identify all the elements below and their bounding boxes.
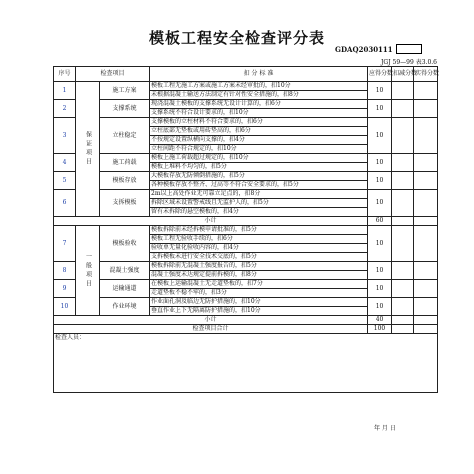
total-value: 100 — [368, 325, 392, 334]
actual-score — [414, 172, 438, 190]
criteria-line: 支拆模板未进行安全技术交底的，扣5分 — [151, 253, 257, 260]
should-score: 10 — [368, 190, 392, 217]
should-score: 10 — [368, 298, 392, 316]
criteria-cell — [150, 226, 368, 262]
item-name: 立柱稳定 — [100, 118, 150, 154]
criteria-cell — [150, 118, 368, 154]
criteria-line: 拆除区域未设置警戒线且无监护人的，扣5分 — [150, 199, 367, 208]
row-number: 9 — [54, 280, 76, 298]
deduct-score — [392, 82, 414, 100]
total-actual — [414, 325, 438, 334]
criteria-cell — [150, 280, 368, 298]
inspector-cell — [54, 334, 438, 393]
criteria-line: 模板拆除前无混凝土强度报告的，扣5分 — [150, 262, 367, 271]
subtotal-value: 40 — [368, 316, 392, 325]
header-row — [54, 67, 438, 82]
criteria-line: 混凝土强度未达规定提前拆模的，扣8分 — [151, 271, 257, 278]
subtotal-label: 小计 — [54, 217, 368, 226]
criteria-line: 模板上施工荷载超过规定的，扣10分 — [150, 154, 367, 163]
criteria-line: 垂直作业上下无隔离防护措施的，扣10分 — [151, 307, 261, 314]
criteria-line: 模板上堆料不均匀的，扣5分 — [151, 163, 227, 170]
table-row — [54, 280, 438, 298]
row-number: 7 — [54, 226, 76, 262]
inspector-label: 检查人员： — [55, 334, 86, 341]
should-score: 10 — [368, 100, 392, 118]
actual-score — [414, 154, 438, 172]
header-criteria: 扣 分 标 准 — [150, 67, 368, 82]
total-deduct — [392, 325, 414, 334]
item-name: 施工方案 — [100, 82, 150, 100]
row-number: 2 — [54, 100, 76, 118]
actual-score — [414, 190, 438, 217]
actual-score — [414, 100, 438, 118]
criteria-cell — [150, 100, 368, 118]
row-number: 10 — [54, 298, 76, 316]
header-no: 序号 — [54, 67, 76, 82]
subtotal-value: 60 — [368, 217, 392, 226]
subtotal-actual — [414, 217, 438, 226]
criteria-cell — [150, 82, 368, 100]
table-row — [54, 298, 438, 316]
total-label: 检查项目合计 — [54, 325, 368, 334]
deduct-score — [392, 190, 414, 217]
table-row — [54, 262, 438, 280]
actual-score — [414, 118, 438, 154]
deduct-score — [392, 298, 414, 316]
header-should: 应得分数 — [368, 67, 392, 82]
deduct-score — [392, 226, 414, 262]
criteria-cell — [150, 262, 368, 280]
criteria-cell — [150, 154, 368, 172]
item-name: 模板验收 — [100, 226, 150, 262]
item-name: 模板存放 — [100, 172, 150, 190]
table-body — [54, 82, 438, 393]
actual-score — [414, 298, 438, 316]
row-number: 8 — [54, 262, 76, 280]
table-row — [54, 190, 438, 217]
signature-date: 年 月 日 — [374, 425, 396, 432]
table-row — [54, 226, 438, 262]
criteria-cell — [150, 172, 368, 190]
subtotal-deduct — [392, 316, 414, 325]
criteria-line: 大模板存放无防倾倒措施的，扣5分 — [150, 172, 367, 181]
criteria-line: 不按规定设置纵横向支撑的，扣4分 — [150, 136, 367, 145]
group-label: 一般项目 — [76, 226, 100, 316]
item-name: 混凝土强度 — [100, 262, 150, 280]
item-name: 支撑系统 — [100, 100, 150, 118]
form-code — [335, 43, 422, 55]
criteria-line: 未根据混凝土输送方法制定有针对性安全措施的，扣8分 — [151, 91, 299, 98]
criteria-line: 各种模板存放不整齐、过高等不符合安全要求的，扣5分 — [151, 181, 299, 188]
should-score: 10 — [368, 226, 392, 262]
page-title: 模板工程安全检查评分表 — [148, 29, 325, 47]
criteria-line: 支撑系统不符合设计要求的，扣10分 — [151, 109, 249, 116]
total-row — [54, 325, 438, 334]
row-number: 4 — [54, 154, 76, 172]
criteria-line: 作业面孔洞及临边无防护措施的，扣10分 — [150, 298, 367, 307]
should-score: 10 — [368, 154, 392, 172]
criteria-line: 模板拆除前未经拆模申请批准的，扣5分 — [150, 226, 367, 235]
inspector-row — [54, 334, 438, 393]
actual-score — [414, 226, 438, 262]
item-name: 运输通道 — [100, 280, 150, 298]
should-score: 10 — [368, 172, 392, 190]
subtotal-deduct — [392, 217, 414, 226]
criteria-line: 立柱底部无垫板或用砖垫高的，扣6分 — [150, 127, 367, 136]
table-row — [54, 154, 438, 172]
actual-score — [414, 82, 438, 100]
criteria-cell — [150, 190, 368, 217]
form-code-box — [396, 44, 422, 54]
criteria-line: 模板工程无验收手续的，扣6分 — [150, 235, 367, 244]
criteria-line: 现浇混凝土模板的支撑系统无设计计算的，扣6分 — [150, 100, 367, 109]
actual-score — [414, 262, 438, 280]
item-name: 作业环境 — [100, 298, 150, 316]
criteria-line: 支撑模板的立柱材料不符合要求的，扣6分 — [150, 118, 367, 127]
deduct-score — [392, 172, 414, 190]
deduct-score — [392, 262, 414, 280]
criteria-line: 立柱间距不符合规定的，扣10分 — [151, 145, 237, 152]
criteria-line: 留有未拆除的悬空模板的，扣4分 — [151, 208, 239, 215]
header-actual: 实得分数 — [414, 67, 438, 82]
should-score: 10 — [368, 262, 392, 280]
criteria-line: 验收单无量化验收内容的，扣4分 — [150, 244, 367, 253]
actual-score — [414, 280, 438, 298]
item-name: 支拆模板 — [100, 190, 150, 217]
deduct-score — [392, 118, 414, 154]
should-score: 10 — [368, 82, 392, 100]
item-name: 施工荷载 — [100, 154, 150, 172]
table-row — [54, 100, 438, 118]
table-row — [54, 82, 438, 100]
subtotal-actual — [414, 316, 438, 325]
group-label: 保证项目 — [76, 82, 100, 217]
criteria-line: 走道垫板不稳不牢的，扣3分 — [151, 289, 227, 296]
deduct-score — [392, 154, 414, 172]
row-number: 5 — [54, 172, 76, 190]
score-table — [53, 66, 438, 393]
subtotal-label: 小计 — [54, 316, 368, 325]
row-number: 3 — [54, 118, 76, 154]
subtotal-row — [54, 217, 438, 226]
subtotal-row — [54, 316, 438, 325]
table-row — [54, 118, 438, 154]
table-row — [54, 172, 438, 190]
header-item: 检查项目 — [76, 67, 150, 82]
form-code-text: GDAQ2030111 — [335, 44, 393, 54]
header-deduct: 扣减分数 — [392, 67, 414, 82]
should-score: 10 — [368, 280, 392, 298]
row-number: 1 — [54, 82, 76, 100]
should-score: 10 — [368, 118, 392, 154]
standard-reference: JGJ 59—99 表3.0.6 — [381, 59, 437, 66]
criteria-line: 模板工程无施工方案或施工方案未经审批的，扣10分 — [150, 82, 367, 91]
criteria-line: 在模板上运输混凝土无走道垫板的，扣7分 — [150, 280, 367, 289]
criteria-line: 2m以上高处作业无可靠立足点的，扣8分 — [150, 190, 367, 199]
deduct-score — [392, 100, 414, 118]
deduct-score — [392, 280, 414, 298]
row-number: 6 — [54, 190, 76, 217]
criteria-cell — [150, 298, 368, 316]
